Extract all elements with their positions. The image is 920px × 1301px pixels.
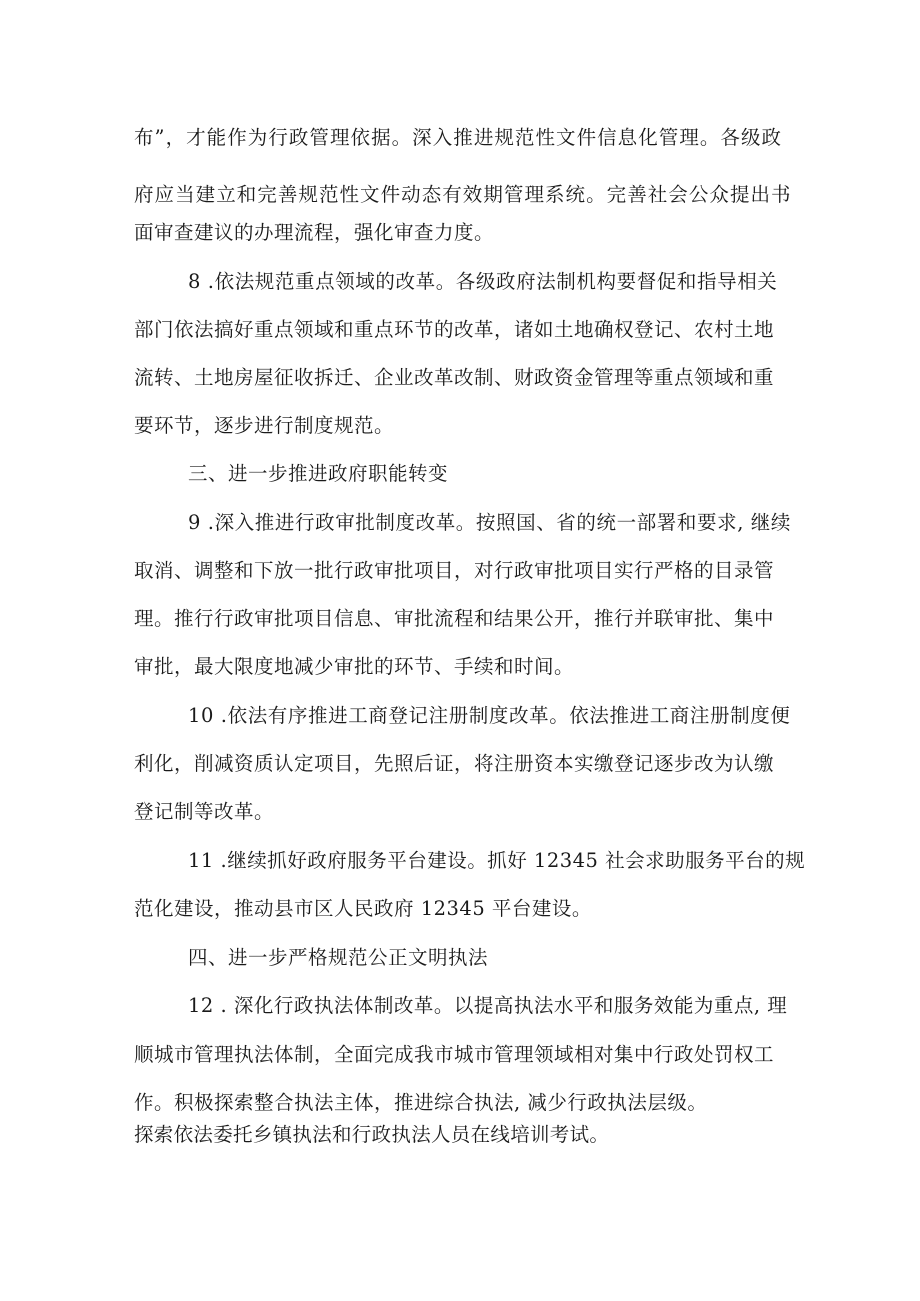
text-line: 顺城市管理执法体制，全面完成我市城市管理领域相对集中行政处罚权工: [134, 1043, 775, 1066]
section-heading: 四、进一步严格规范公正文明执法: [188, 946, 489, 969]
text-line: 布”，才能作为行政管理依据。深入推进规范性文件信息化管理。各级政: [134, 126, 783, 149]
text-line: 流转、土地房屋征收拆迁、企业改革改制、财政资金管理等重点领域和重: [134, 366, 775, 389]
text-line: 8 .依法规范重点领域的改革。各级政府法制机构要督促和指导相关: [188, 270, 778, 293]
text-line: 取消、调整和下放一批行政审批项目，对行政审批项目实行严格的目录管: [134, 559, 775, 582]
section-heading: 三、进一步推进政府职能转变: [188, 462, 449, 485]
text-line: 12 . 深化行政执法体制改革。以提高执法水平和服务效能为重点, 理: [188, 994, 788, 1017]
text-line: 审批，最大限度地减少审批的环节、手续和时间。: [134, 655, 575, 678]
text-line: 10 .依法有序推进工商登记注册制度改革。依法推进工商注册制度便: [188, 704, 791, 727]
text-line: 面审查建议的办理流程，强化审查力度。: [134, 221, 495, 244]
text-line: 登记制等改革。: [134, 800, 275, 823]
text-line: 11 .继续抓好政府服务平台建设。抓好 12345 社会求助服务平台的规: [188, 849, 806, 872]
text-line: 府应当建立和完善规范性文件动态有效期管理系统。完善社会公众提出书: [134, 183, 792, 206]
text-line: 利化，削减资质认定项目，先照后证，将注册资本实缴登记逐步改为认缴: [134, 752, 775, 775]
text-line: 部门依法搞好重点领域和重点环节的改革，诸如土地确权登记、农村土地: [134, 318, 775, 341]
text-line: 作。积极探索整合执法主体，推进综合执法, 减少行政执法层级。: [134, 1091, 708, 1114]
text-line: 理。推行行政审批项目信息、审批流程和结果公开，推行并联审批、集中: [134, 607, 775, 630]
text-line: 范化建设，推动县市区人民政府 12345 平台建设。: [134, 897, 592, 920]
text-line: 9 .深入推进行政审批制度改革。按照国、省的统一部署和要求, 继续: [188, 511, 792, 534]
text-line: 要环节，逐步进行制度规范。: [134, 414, 395, 437]
text-line: 探索依法委托乡镇执法和行政执法人员在线培训考试。: [134, 1123, 610, 1146]
